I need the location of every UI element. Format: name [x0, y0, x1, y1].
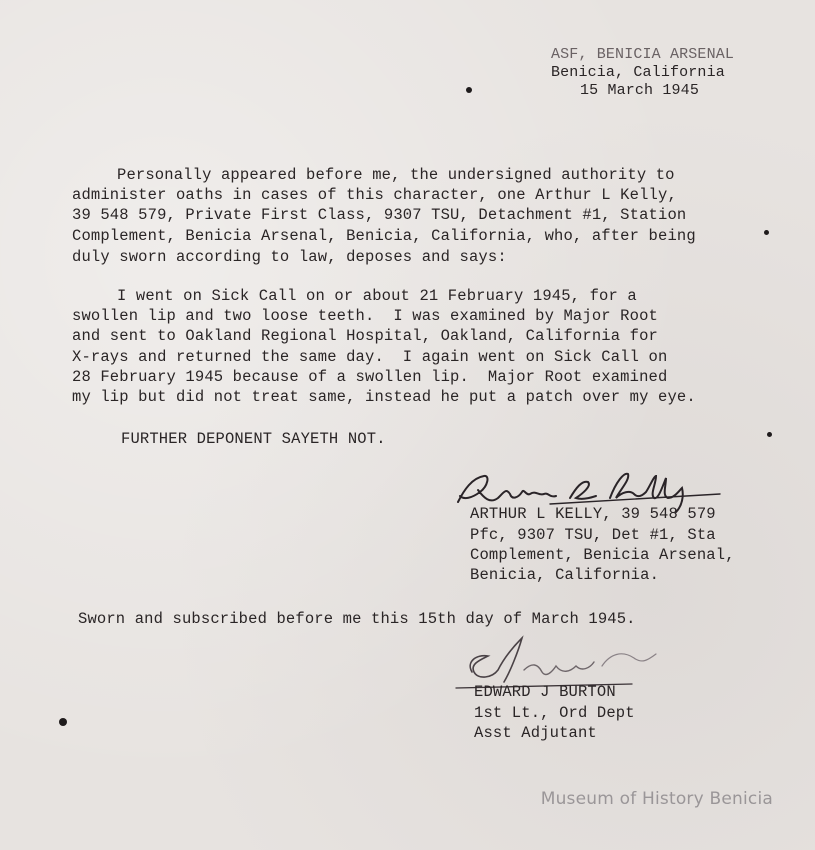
- intro-line: Complement, Benicia Arsenal, Benicia, California, who, after being: [72, 227, 696, 245]
- sworn-statement: Sworn and subscribed before me this 15th day of March 1945.: [78, 610, 636, 628]
- ink-dot: [767, 432, 772, 437]
- intro-line: duly sworn according to law, deposes and says:: [72, 248, 507, 266]
- ink-dot: [764, 230, 769, 235]
- statement-line: my lip but did not treat same, instead he put a patch over my eye.: [72, 388, 696, 406]
- deponent-location: Benicia, California.: [470, 566, 660, 584]
- officer-name: EDWARD J BURTON: [474, 683, 616, 701]
- officer-title: Asst Adjutant: [474, 724, 597, 742]
- officer-rank: 1st Lt., Ord Dept: [474, 704, 635, 722]
- statement-line: 28 February 1945 because of a swollen lip. Major Root examined: [72, 368, 668, 386]
- header-office: ASF, BENICIA ARSENAL: [551, 46, 735, 63]
- closing-statement: FURTHER DEPONENT SAYETH NOT.: [121, 430, 386, 448]
- intro-line: 39 548 579, Private First Class, 9307 TSU, Detachment #1, Station: [72, 206, 687, 224]
- deponent-unit: Pfc, 9307 TSU, Det #1, Sta: [470, 526, 716, 544]
- ink-dot: [466, 87, 472, 93]
- header-date: 15 March 1945: [580, 82, 699, 99]
- ink-dot: [59, 718, 67, 726]
- deponent-name: ARTHUR L KELLY, 39 548 579: [470, 505, 716, 523]
- statement-line: X-rays and returned the same day. I again went on Sick Call on: [72, 348, 668, 366]
- intro-line: Personally appeared before me, the undersigned authority to: [117, 166, 675, 184]
- header-location: Benicia, California: [551, 64, 725, 81]
- museum-watermark: Museum of History Benicia: [540, 789, 773, 809]
- intro-line: administer oaths in cases of this character, one Arthur L Kelly,: [72, 186, 677, 204]
- statement-line: I went on Sick Call on or about 21 February 1945, for a: [117, 287, 637, 305]
- statement-line: and sent to Oakland Regional Hospital, Oakland, California for: [72, 327, 658, 345]
- statement-line: swollen lip and two loose teeth. I was examined by Major Root: [72, 307, 658, 325]
- deponent-station: Complement, Benicia Arsenal,: [470, 546, 735, 564]
